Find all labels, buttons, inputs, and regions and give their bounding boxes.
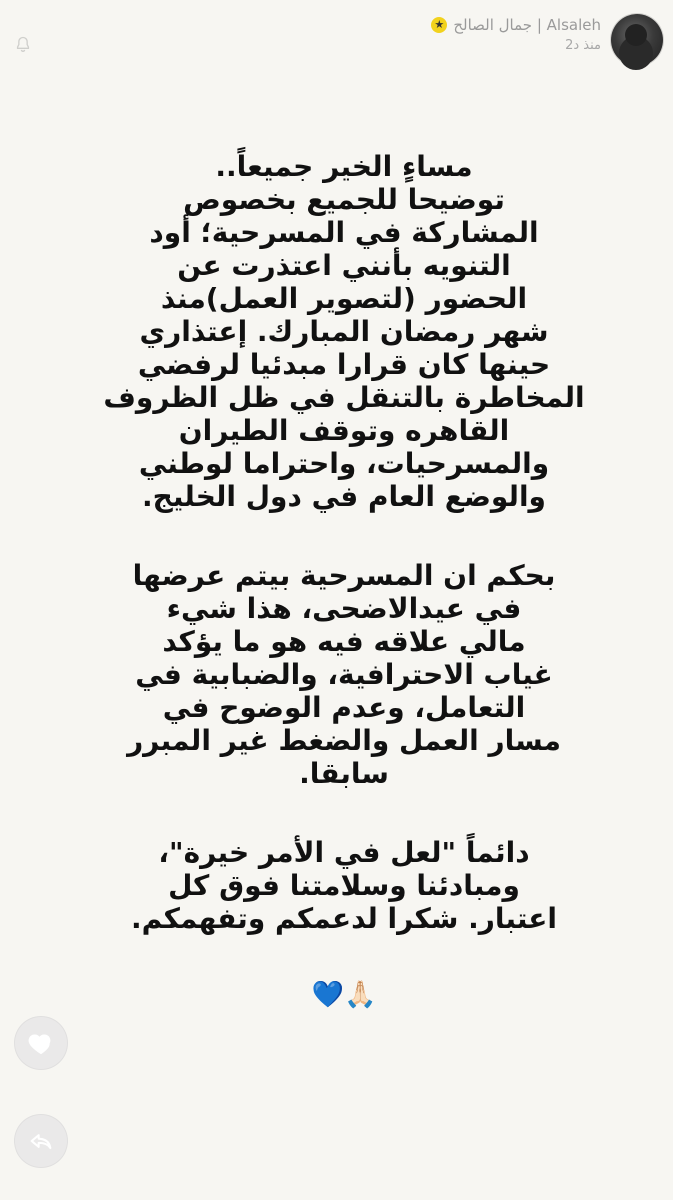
story-paragraph-2: بحكم ان المسرحية بيتم عرضها في عيدالاضحى، هذا شيء مالي علاقه فيه هو ما يؤكد غياب الاحترافية، والضبابية في التعامل، وعدم الوضوح في مسار العمل والضغط غير المبرر سابقا.	[127, 559, 561, 790]
user-info	[431, 16, 601, 53]
story-paragraph-3: دائماً "لعل في الأمر خيرة"، ومبادئنا وسلامتنا فوق كل اعتبار. شكرا لدعمكم وتفهمكم.	[131, 836, 557, 935]
bell-icon[interactable]	[12, 34, 34, 56]
star-badge-icon: ★	[431, 17, 447, 33]
username[interactable]: جمال الصالح | Alsaleh	[453, 16, 601, 34]
story-text-content	[70, 150, 618, 1009]
timestamp: منذ د2	[565, 38, 601, 53]
story-header	[0, 0, 673, 90]
emoji-line: 🙏🏻💙	[311, 980, 377, 1010]
share-icon[interactable]	[14, 1114, 68, 1168]
heart-icon[interactable]	[14, 1016, 68, 1070]
username-row	[431, 16, 601, 34]
avatar[interactable]	[611, 14, 663, 66]
story-paragraph-1: مساءٍ الخير جميعاً.. توضيحا للجميع بخصوص المشاركة في المسرحية؛ أود التنويه بأنني اعتذرت عن الحضور (لتصوير العمل)منذ شهر رمضان المبارك. إعتذاري حينها كان قرارا مبدئيا لرفضي المخاطرة بالتنقل في ظل الظروف القاهره وتوقف الطيران والمسرحيات، واحتراما لوطني والوضع العام في دول الخليج.	[103, 150, 585, 513]
